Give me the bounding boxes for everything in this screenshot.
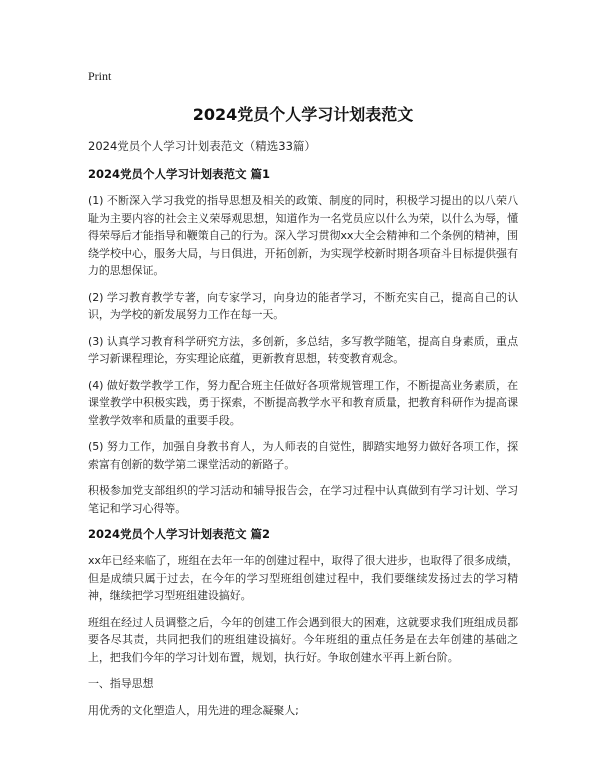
paragraph: (5) 努力工作，加强自身教书育人，为人师表的自觉性，脚踏实地努力做好各项工作，探索富有创新的数学第二课堂活动的新路子。 — [88, 440, 518, 471]
print-link[interactable]: Print — [88, 69, 112, 83]
paragraph: (4) 做好数学教学工作，努力配合班主任做好各项常规管理工作，不断提高业务素质，在课堂教学中积极实践，勇于探索，不断提高教学水平和教育质量，把教育科研作为提高课堂教学效率和质量的重要手段。 — [88, 378, 518, 427]
paragraph: (3) 认真学习教育科学研究方法，多创新，多总结，多写教学随笔，提高自身素质，重点学习新课程理论，夯实理论底蕴，更新教育思想，转变教育观念。 — [88, 334, 518, 365]
paragraph: 一、指导思想 — [88, 677, 154, 690]
section-1 — [88, 166, 518, 517]
paragraph: xx年已经来临了，班组在去年一年的创建过程中，取得了很大进步，也取得了很多成绩，但是成绩只属于过去，在今年的学习型班组创建过程中，我们要继续发扬过去的学习精神，继续把学习型班组建设搞好。 — [88, 554, 518, 602]
section-2 — [88, 526, 518, 719]
paragraph: (2) 学习教育教学专著，向专家学习，向身边的能者学习，不断充实自己，提高自己的认识，为学校的新发展努力工作在每一天。 — [88, 290, 518, 321]
paragraph: 班组在经过人员调整之后，今年的创建工作会遇到很大的困难，这就要求我们班组成员都要各尽其责，共同把我们的班组建设搞好。今年班组的重点任务是在去年创建的基础之上，把我们今年的学习计划布置，规划，执行好。争取创建水平再上新台阶。 — [88, 615, 518, 664]
page-title: 2024党员个人学习计划表范文 — [192, 105, 414, 124]
paragraph: 积极参加党支部组织的学习活动和辅导报告会，在学习过程中认真做到有学习计划、学习笔记和学习心得等。 — [88, 484, 518, 515]
paragraph: 用优秀的文化塑造人，用先进的理念凝聚人; — [88, 703, 299, 717]
section-heading: 2024党员个人学习计划表范文 篇2 — [88, 527, 271, 541]
page-subtitle: 2024党员个人学习计划表范文（精选33篇） — [88, 139, 316, 153]
document-page — [88, 68, 518, 728]
paragraph: (1) 不断深入学习我党的指导思想及相关的政策、制度的同时，积极学习提出的以八荣八耻为主要内容的社会主义荣辱观思想，知道作为一名党员应以什么为荣，以什么为辱，懂得荣辱后才能指导和鞭策自己的行为。深入学习贯彻xx大全会精神和二个条例的精神，围绕学校中心，服务大局，与日俱进，开拓创新，为实现学校新时期各项奋斗目标提供强有力的思想保证。 — [88, 194, 518, 277]
section-heading: 2024党员个人学习计划表范文 篇1 — [88, 167, 271, 181]
